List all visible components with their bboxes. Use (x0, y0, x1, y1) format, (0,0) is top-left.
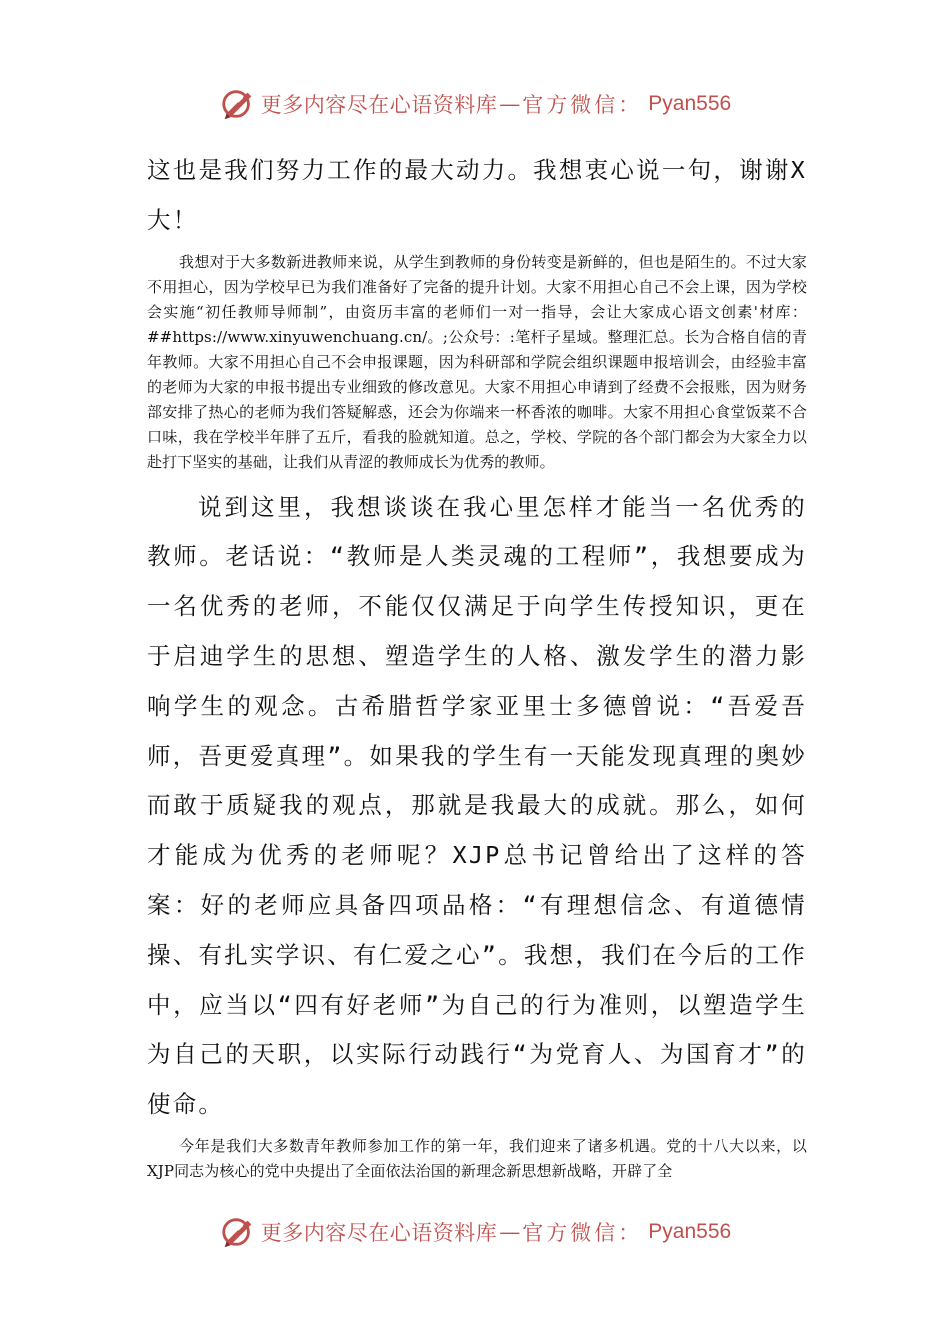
pen-logo-icon (219, 1213, 257, 1251)
banner-separator: — (499, 92, 521, 116)
paragraph-opportunities: 今年是我们大多数青年教师参加工作的第一年，我们迎来了诸多机遇。党的十八大以来，以XJP同志为核心的党中央提出了全面依法治国的新理念新思想新战略，开辟了全 (147, 1136, 807, 1180)
banner-wechat-id: Pyan556 (648, 1220, 732, 1243)
banner-text: 更多内容尽在心语资料库 (260, 93, 498, 117)
banner-label: 官方微信： (522, 1221, 643, 1245)
banner-text: 更多内容尽在心语资料库 (260, 1221, 498, 1245)
paragraph-new-teachers: 我想对于大多数新进教师来说，从学生到教师的身份转变是新鲜的，但也是陌生的。不过大家不用担心，因为学校早已为我们准备好了完备的提升计划。大家不用担心自己不会上课，因为学校会实施“初任教师导师制”，由资历丰富的老师们一对一指导，会让大家成心语文创素'材库：##https://www.xinyuwenchuang.cn/。;公众号：:笔杆子星域。整理汇总。长为合格自信的青年教师。大家不用担心自己不会申报课题，因为科研部和学院会组织课题申报培训会，由经验丰富的老师为大家的申报书提出专业细致的修改意见。大家不用担心申请到了经费不会报账，因为财务部安排了热心的老师为我们答疑解惑，还会为你端来一杯香浓的咖啡。大家不用担心食堂饭菜不合口味，我在学校半年胖了五斤，看我的脸就知道。总之，学校、学院的各个部门都会为大家全力以赴打下坚实的基础，让我们从青涩的教师成长为优秀的教师。 (147, 252, 807, 471)
footer-banner (0, 1212, 950, 1252)
banner-separator: — (499, 1220, 521, 1244)
paragraph-excellent-teacher: 说到这里，我想谈谈在我心里怎样才能当一名优秀的教师。老话说：“教师是人类灵魂的工程师”，我想要成为一名优秀的老师，不能仅仅满足于向学生传授知识，更在于启迪学生的思想、塑造学生的人格、激发学生的潜力影响学生的观念。古希腊哲学家亚里士多德曾说：“吾爱吾师，吾更爱真理”。如果我的学生有一天能发现真理的奥妙而敢于质疑我的观点，那就是我最大的成就。那么，如何才能成为优秀的老师呢？XJP总书记曾给出了这样的答案：好的老师应具备四项品格：“有理想信念、有道德情操、有扎实学识、有仁爱之心”。我想，我们在今后的工作中，应当以“四有好老师”为自己的行为准则，以塑造学生为自己的天职，以实际行动践行“为党育人、为国育才”的使命。 (147, 492, 807, 1119)
paragraph-closing-thanks: 这也是我们努力工作的最大动力。我想衷心说一句，谢谢X大！ (147, 156, 807, 234)
banner-wechat-id: Pyan556 (648, 92, 732, 115)
header-banner (0, 84, 950, 124)
banner-label: 官方微信： (522, 93, 643, 117)
document-body (147, 146, 807, 1184)
pen-logo-icon (219, 85, 257, 123)
